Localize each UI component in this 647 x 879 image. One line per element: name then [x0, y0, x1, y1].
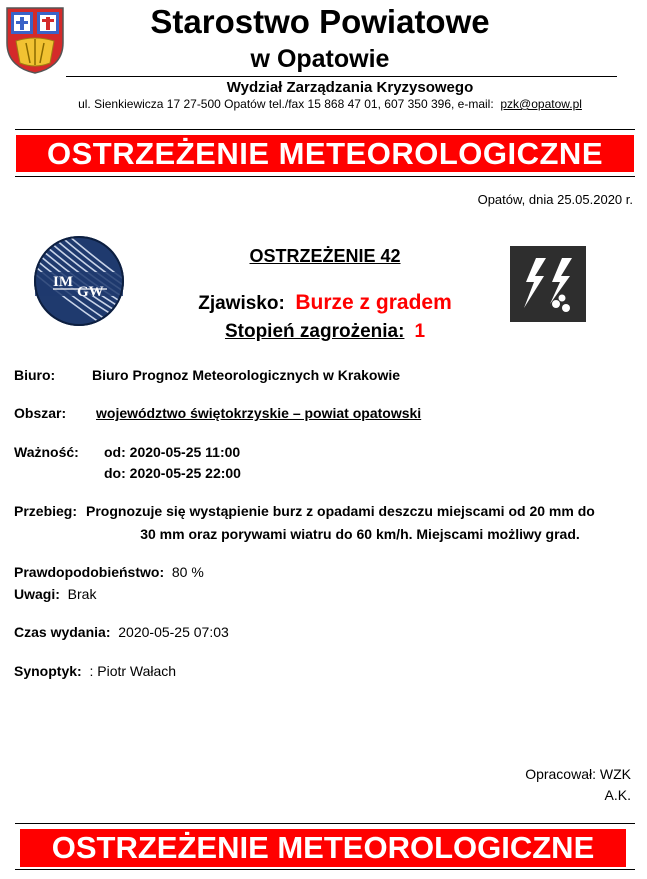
address-text: ul. Sienkiewicza 17 27-500 Opatów tel./fax 15 868 47 01, 607 350 396, e-mail: [78, 97, 494, 111]
area-label: Obszar: [14, 405, 67, 421]
preparer-initials: A.K. [604, 787, 631, 803]
validity-from: od: 2020-05-25 11:00 [104, 444, 241, 460]
issue-date-line: Opatów, dnia 25.05.2020 r. [477, 192, 633, 207]
banner2-bottom-rule [15, 869, 635, 870]
contact-address [30, 97, 630, 112]
department-name: Wydział Zarządzania Kryzysowego [226, 79, 474, 96]
validity-to: do: 2020-05-25 22:00 [104, 465, 241, 481]
opatow-crest-icon [4, 5, 66, 75]
probability-line [14, 563, 204, 582]
office-title: Starostwo Powiatowe [150, 3, 490, 40]
banner2-top-rule [15, 823, 635, 824]
course-label: Przebieg: [14, 503, 78, 519]
banner-bottom-rule [15, 176, 635, 177]
warning-number: OSTRZEŻENIE 42 [249, 246, 401, 266]
probability-label: Prawdopodobieństwo: [14, 564, 165, 580]
email-link[interactable]: pzk@opatow.pl [500, 97, 582, 111]
phenomenon-value: Burze z gradem [295, 291, 452, 314]
threat-degree-value: 1 [414, 321, 426, 342]
thunderstorm-hail-icon [510, 246, 586, 322]
remarks-label: Uwagi: [14, 586, 60, 602]
remarks-line [14, 585, 96, 604]
issue-time-line [14, 623, 229, 642]
issue-time-label: Czas wydania: [14, 624, 111, 640]
threat-degree-label: Stopień zagrożenia: [224, 321, 405, 342]
forecaster-line [14, 662, 176, 681]
course-text-line1: Prognozuje się wystąpienie burz z opadami deszczu miejscami od 20 mm do [86, 503, 595, 519]
probability-value: 80 % [171, 564, 204, 580]
threat-degree-line [150, 318, 500, 346]
office-subtitle: w Opatowie [250, 45, 390, 73]
imgw-logo-text-bottom: GW [77, 284, 104, 300]
validity-label: Ważność: [14, 444, 79, 460]
phenomenon-label: Zjawisko: [198, 293, 285, 314]
area-value: województwo świętokrzyskie – powiat opatowski [96, 405, 422, 421]
imgw-logo-icon [33, 235, 125, 327]
header-divider [66, 76, 617, 77]
office-label: Biuro: [14, 367, 56, 383]
prepared-by: Opracował: WZK [525, 766, 631, 782]
forecaster-label: Synoptyk: [14, 663, 82, 679]
warning-banner-bottom: OSTRZEŻENIE METEOROLOGICZNE [20, 829, 626, 867]
office-value: Biuro Prognoz Meteorologicznych w Krakowie [92, 367, 401, 383]
issue-time-value: 2020-05-25 07:03 [118, 624, 229, 640]
remarks-value: Brak [67, 586, 97, 602]
warning-banner-top: OSTRZEŻENIE METEOROLOGICZNE [16, 135, 634, 172]
imgw-logo-text-top: IM [53, 274, 73, 290]
phenomenon-line [150, 289, 500, 318]
course-text-line2: 30 mm oraz porywami wiatru do 60 km/h. Miejscami możliwy grad. [140, 526, 580, 542]
forecaster-value: : Piotr Wałach [89, 663, 177, 679]
banner-top-rule [15, 129, 635, 130]
